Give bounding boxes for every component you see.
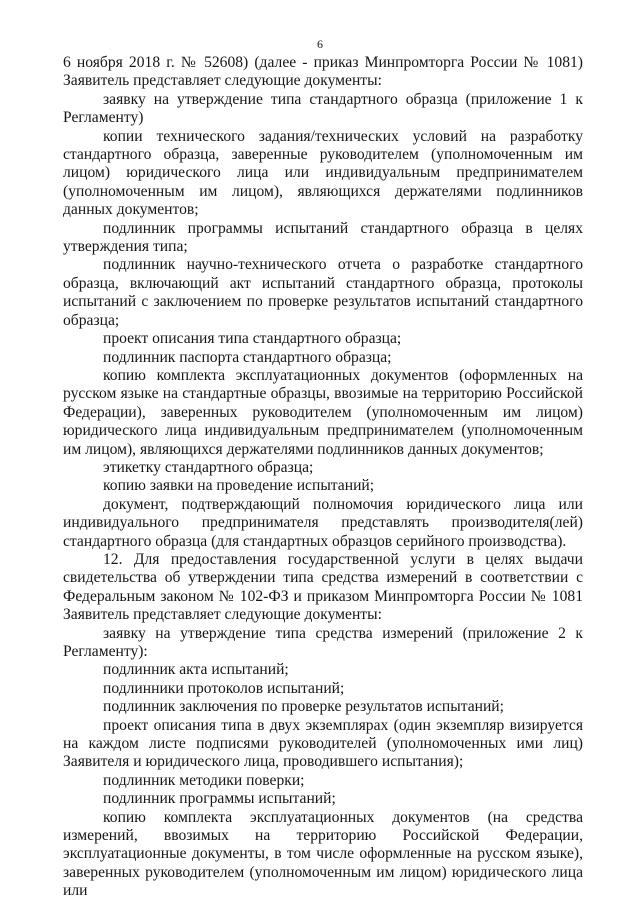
paragraph: заявку на утверждение типа стандартного образца (приложение 1 к Регламенту) (63, 90, 583, 127)
paragraph: заявку на утверждение типа средства измерений (приложение 2 к Регламенту): (63, 624, 583, 660)
paragraph: копию заявки на проведение испытаний; (103, 477, 375, 495)
paragraph: 6 ноября 2018 г. № 52608) (далее - приказ Минпромторга России № 1081) Заявитель представляет следующие документы: (63, 54, 583, 90)
paragraph: подлинник акта испытаний; (103, 661, 289, 679)
paragraph: этикетку стандартного образца; (103, 458, 314, 476)
paragraph: документ, подтверждающий полномочия юридического лица или индивидуального предпринимателя представлять производителя(лей) стандартного образца (для стандартных образцов серийного производства). (63, 495, 583, 550)
paragraph: подлинник заключения по проверке результатов испытаний; (103, 698, 504, 716)
paragraph: подлинник программы испытаний; (103, 790, 336, 808)
document-body (63, 54, 583, 901)
paragraph: подлинник методики поверки; (103, 771, 305, 789)
paragraph: 12. Для предоставления государственной услуги в целях выдачи свидетельства об утверждении типа средства измерений в соответствии с Федеральным законом № 102-ФЗ и приказом Минпромторга России № 1081 Заявитель представляет следующие документы: (63, 550, 583, 624)
paragraph: копию комплекта эксплуатационных документов (на средства измерений, ввозимых на территорию Российской Федерации, эксплуатационные документы, в том числе оформленные на русском языке), заверенных руководителем (уполномоченным им лицом) юридического лица или (63, 808, 583, 900)
paragraph: проект описания типа в двух экземплярах (один экземпляр визируется на каждом листе подписями руководителей (уполномоченных ими лиц) Заявителя и юридического лица, проводившего испытания); (63, 716, 583, 771)
paragraph: подлинник научно-технического отчета о разработке стандартного образца, включающий акт испытаний стандартного образца, протоколы испытаний с заключением по проверке результатов испытаний стандартного образца; (63, 256, 583, 329)
paragraph: подлинники протоколов испытаний; (103, 679, 345, 697)
paragraph: проект описания типа стандартного образца; (103, 330, 402, 348)
paragraph: подлинник программы испытаний стандартного образца в целях утверждения типа; (63, 219, 583, 256)
page-number: 6 (317, 37, 323, 51)
paragraph: копии технического задания/технических условий на разработку стандартного образца, заверенные руководителем (уполномоченным им лицом) юридического лица или индивидуальным предпринимателем (уполномоченным им лицом), являющихся держателями подлинников данных документов; (63, 127, 583, 219)
paragraph: копию комплекта эксплуатационных документов (оформленных на русском языке на стандартные образцы, ввозимые на территорию Российской Федерации), заверенных руководителем (уполномоченным им лицом) юридического лица индивидуальным предпринимателем (уполномоченным им лицом), являющихся держателями подлинников данных документов; (63, 366, 583, 458)
paragraph: подлинник паспорта стандартного образца; (103, 348, 392, 366)
